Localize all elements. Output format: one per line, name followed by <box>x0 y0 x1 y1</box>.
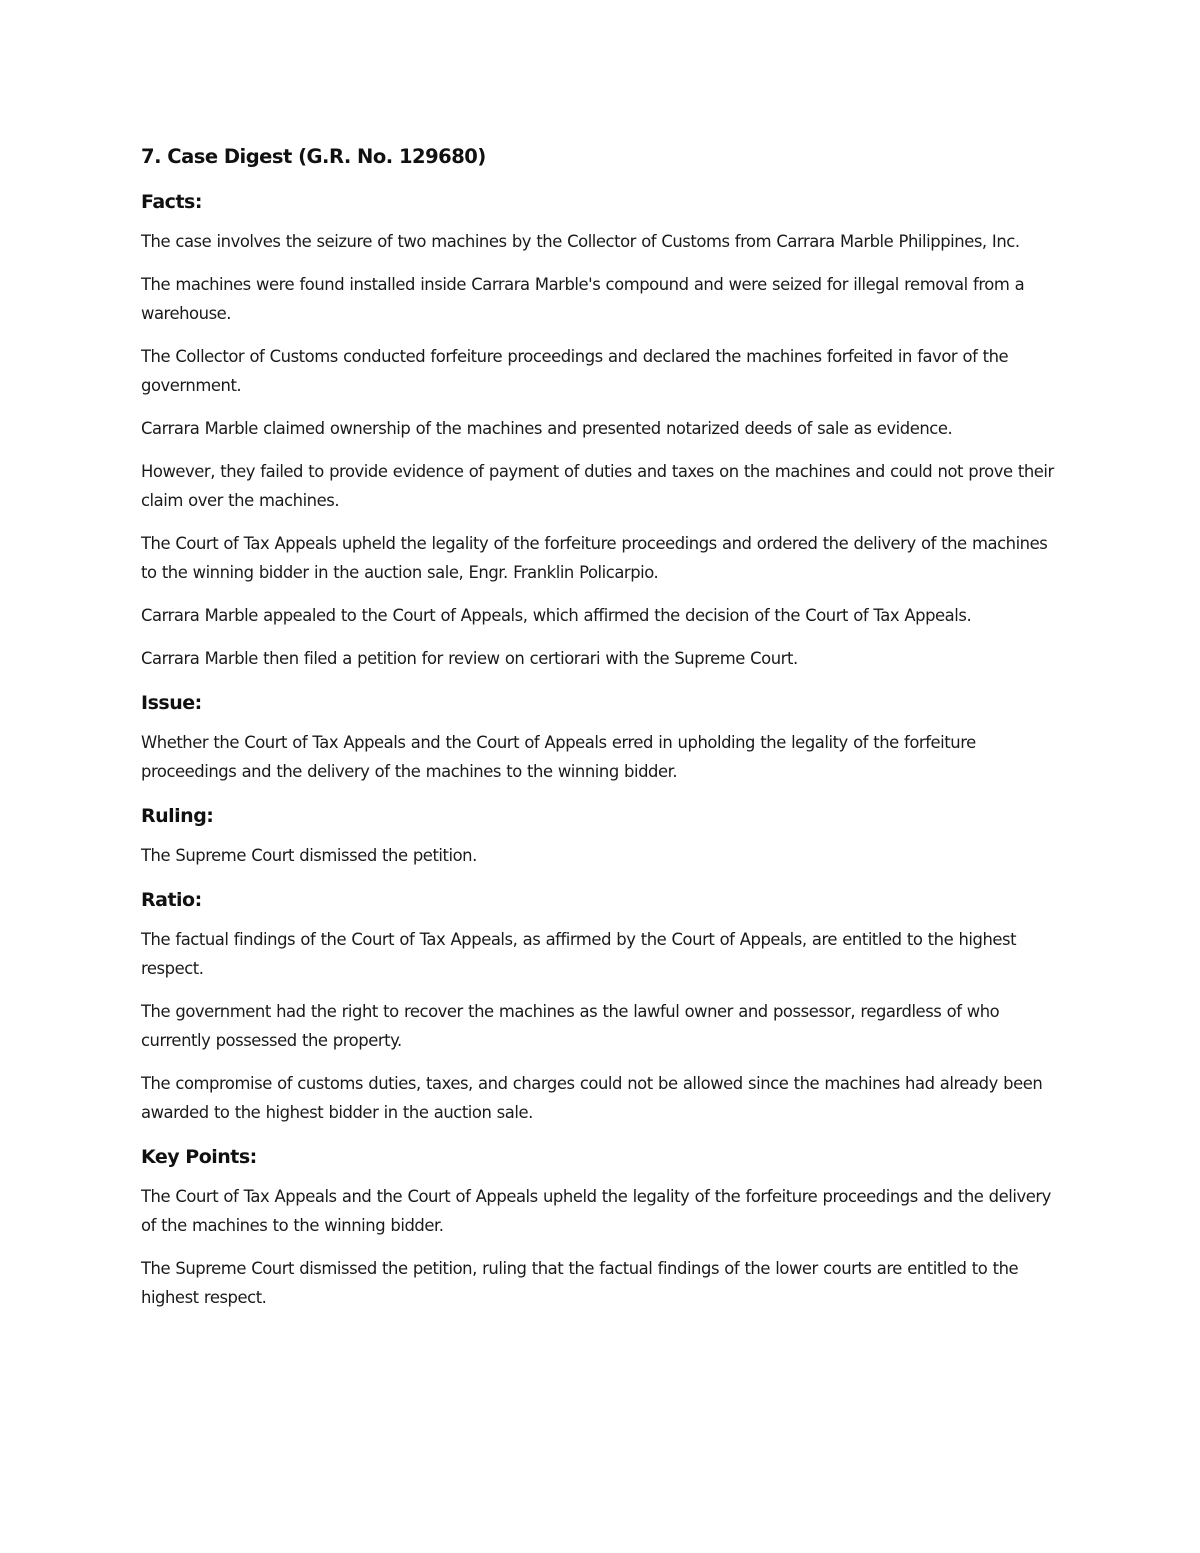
facts-paragraph: The Collector of Customs conducted forfeiture proceedings and declared the machines forfeited in favor of the government. <box>141 347 1009 395</box>
facts-paragraph: The machines were found installed inside Carrara Marble's compound and were seized for illegal removal from a warehouse. <box>141 275 1025 323</box>
document-page <box>141 139 1059 1326</box>
ruling-paragraph: The Supreme Court dismissed the petition. <box>141 846 477 865</box>
document-title: 7. Case Digest (G.R. No. 129680) <box>141 145 486 168</box>
section-heading-ruling: Ruling: <box>141 805 214 827</box>
section-heading-ratio: Ratio: <box>141 889 202 911</box>
section-heading-issue: Issue: <box>141 692 202 714</box>
section-ratio <box>141 884 1059 1127</box>
section-facts <box>141 186 1059 673</box>
section-heading-facts: Facts: <box>141 191 202 213</box>
ratio-paragraph: The government had the right to recover the machines as the lawful owner and possessor, regardless of who currently possessed the property. <box>141 1002 1000 1050</box>
section-heading-key-points: Key Points: <box>141 1146 257 1168</box>
ratio-paragraph: The factual findings of the Court of Tax Appeals, as affirmed by the Court of Appeals, are entitled to the highest respect. <box>141 930 1017 978</box>
section-ruling <box>141 800 1059 870</box>
ratio-paragraph: The compromise of customs duties, taxes, and charges could not be allowed since the machines had already been awarded to the highest bidder in the auction sale. <box>141 1074 1043 1122</box>
facts-paragraph: Carrara Marble then filed a petition for review on certiorari with the Supreme Court. <box>141 649 798 668</box>
facts-paragraph: The Court of Tax Appeals upheld the legality of the forfeiture proceedings and ordered the delivery of the machines to the winning bidder in the auction sale, Engr. Franklin Policarpio. <box>141 534 1048 582</box>
facts-paragraph: Carrara Marble appealed to the Court of Appeals, which affirmed the decision of the Court of Tax Appeals. <box>141 606 972 625</box>
section-issue <box>141 687 1059 786</box>
facts-paragraph: The case involves the seizure of two machines by the Collector of Customs from Carrara Marble Philippines, Inc. <box>141 232 1020 251</box>
issue-paragraph: Whether the Court of Tax Appeals and the Court of Appeals erred in upholding the legality of the forfeiture proceedings and the delivery of the machines to the winning bidder. <box>141 733 976 781</box>
facts-paragraph: Carrara Marble claimed ownership of the machines and presented notarized deeds of sale as evidence. <box>141 419 953 438</box>
facts-paragraph: However, they failed to provide evidence of payment of duties and taxes on the machines and could not prove their claim over the machines. <box>141 462 1054 510</box>
key-points-paragraph: The Supreme Court dismissed the petition, ruling that the factual findings of the lower courts are entitled to the highest respect. <box>141 1259 1019 1307</box>
section-key-points <box>141 1141 1059 1312</box>
key-points-paragraph: The Court of Tax Appeals and the Court of Appeals upheld the legality of the forfeiture proceedings and the delivery of the machines to the winning bidder. <box>141 1187 1051 1235</box>
